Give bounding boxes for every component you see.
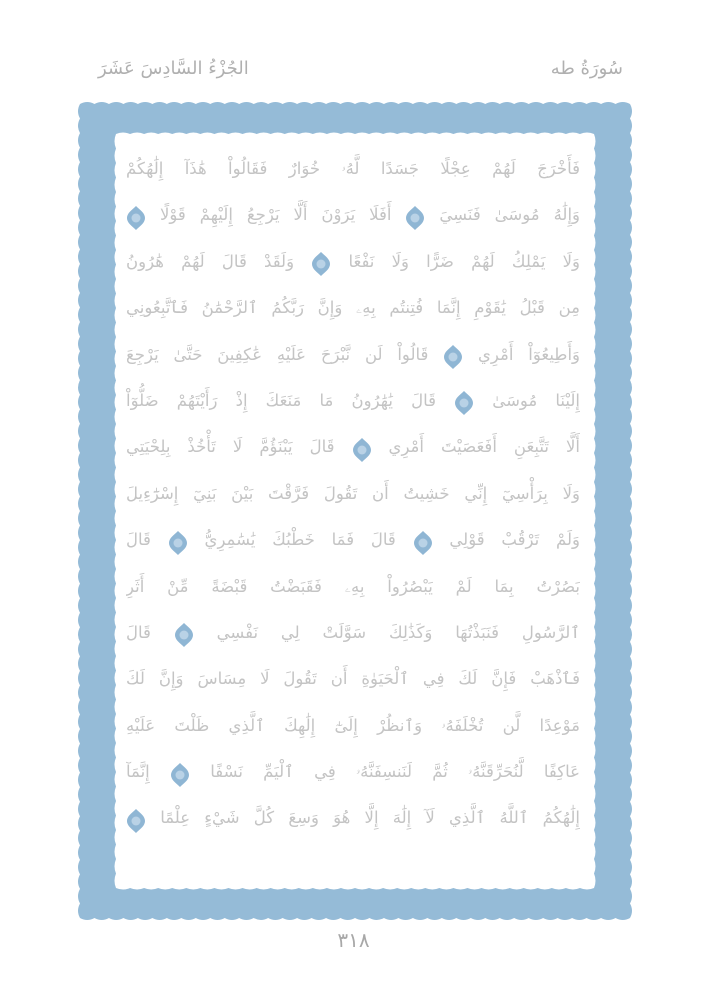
- text-line: وَلَا بِرَأْسِيٓ إِنِّي خَشِيتُ أَن تَقُولَ فَرَّقْتَ بَيْنَ بَنِيٓ إِسْرَٰٓءِيلَ: [126, 483, 580, 503]
- text-line: وَإِلَٰهُ مُوسَىٰ فَنَسِيَ أَفَلَا يَرَوْنَ أَلَّا يَرْجِعُ إِلَيْهِمْ قَوْلًا: [126, 192, 580, 238]
- ayah-marker-icon: [170, 760, 190, 786]
- juz-label: الجُزْءُ السَّادِسَ عَشَرَ: [98, 58, 249, 79]
- text-line: فَأَخْرَجَ لَهُمْ عِجْلًا جَسَدًا لَّهُۥ خُوَارٌ فَقَالُواْ هَٰذَآ إِلَٰهُكُمْ: [126, 159, 580, 178]
- text-line: فَٱذْهَبْ فَإِنَّ لَكَ فِي ٱلْحَيَوٰةِ أَن تَقُولَ لَا مِسَاسَ وَإِنَّ لَكَ: [126, 669, 580, 689]
- ayah-marker-icon: [405, 203, 425, 229]
- page-header: [0, 58, 707, 88]
- ayah-marker-icon: [126, 806, 146, 832]
- ayah-marker-icon: [311, 249, 331, 275]
- ayah-marker-icon: [352, 435, 372, 461]
- text-line: وَأَطِيعُوٓاْ أَمْرِي قَالُواْ لَن نَّبْرَحَ عَلَيْهِ عَٰكِفِينَ حَتَّىٰ يَرْجِعَ: [126, 332, 580, 378]
- text-line: وَلَمْ تَرْقُبْ قَوْلِي قَالَ فَمَا خَطْبُكَ يَٰسَٰمِرِيُّ قَالَ: [126, 517, 580, 563]
- text-line: إِلَٰهُكُمُ ٱللَّهُ ٱلَّذِي لَآ إِلَٰهَ إِلَّا هُوَ وَسِعَ كُلَّ شَيْءٍ عِلْمًا: [126, 795, 580, 841]
- ayah-marker-icon: [454, 388, 474, 414]
- ayah-marker-icon: [126, 203, 146, 229]
- page-number: ٣١٨: [337, 928, 370, 952]
- ayah-marker-icon: [443, 342, 463, 368]
- ayah-marker-icon: [174, 620, 194, 646]
- surah-label: سُورَةُ طه: [550, 58, 623, 79]
- text-line: ٱلرَّسُولِ فَنَبَذْتُهَا وَكَذَٰلِكَ سَوَّلَتْ لِي نَفْسِي قَالَ: [126, 610, 580, 656]
- text-line: مَوْعِدًا لَّن تُخْلَفَهُۥ وَٱنظُرْ إِلَىٰٓ إِلَٰهِكَ ٱلَّذِي ظَلْتَ عَلَيْهِ: [126, 715, 580, 735]
- text-line: إِلَيْنَا مُوسَىٰ قَالَ يَٰهَٰرُونُ مَا مَنَعَكَ إِذْ رَأَيْتَهُمْ ضَلُّوٓاْ: [126, 378, 580, 424]
- quran-text: [116, 134, 590, 888]
- ayah-marker-icon: [413, 528, 433, 554]
- text-line: مِن قَبْلُ يَٰقَوْمِ إِنَّمَا فُتِنتُم بِهِۦ وَإِنَّ رَبَّكُمُ ٱلرَّحْمَٰنُ فَٱتَّبِعُونِي: [126, 298, 580, 318]
- text-line: عَاكِفًا لَّنُحَرِّقَنَّهُۥ ثُمَّ لَنَنسِفَنَّهُۥ فِي ٱلْيَمِّ نَسْفًا إِنَّمَآ: [126, 749, 580, 795]
- text-line: بَصُرْتُ بِمَا لَمْ يَبْصُرُواْ بِهِۦ فَقَبَضْتُ قَبْضَةً مِّنْ أَثَرِ: [126, 576, 580, 596]
- text-page: [116, 134, 590, 888]
- ayah-marker-icon: [168, 528, 188, 554]
- text-line: وَلَا يَمْلِكُ لَهُمْ ضَرًّا وَلَا نَفْعًا وَلَقَدْ قَالَ لَهُمْ هَٰرُونُ: [126, 239, 580, 285]
- text-line: أَلَّا تَتَّبِعَنِ أَفَعَصَيْتَ أَمْرِي قَالَ يَبْنَؤُمَّ لَا تَأْخُذْ بِلِحْيَتِي: [126, 424, 580, 470]
